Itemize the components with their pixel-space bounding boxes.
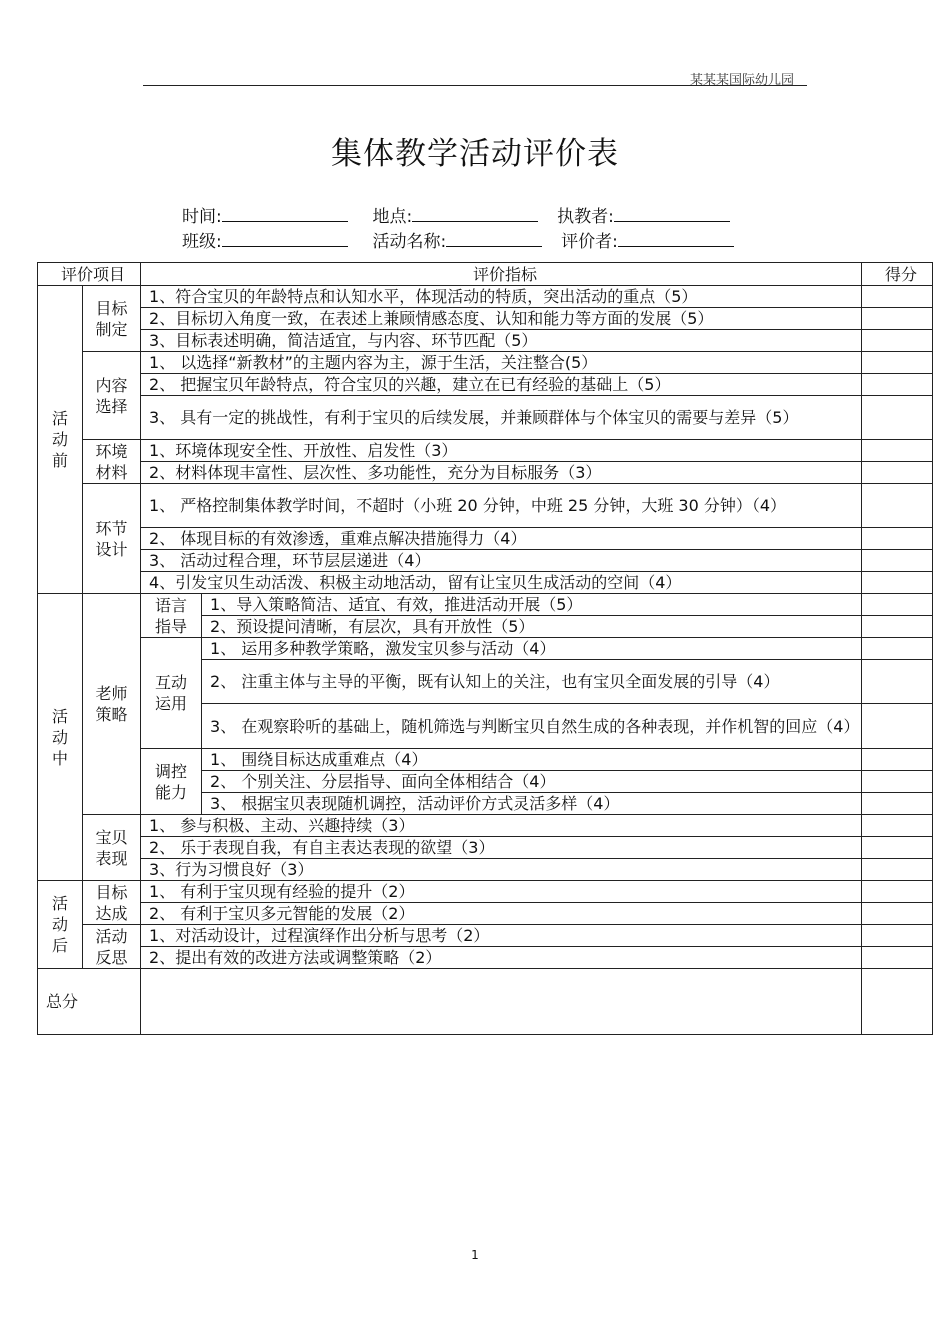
activity-blank[interactable] xyxy=(446,230,542,247)
indicator-cell: 1、 参与积极、主动、兴趣持续（3） xyxy=(141,815,862,837)
info-row-1 xyxy=(182,202,730,226)
header-score: 得分 xyxy=(862,263,933,286)
place-blank[interactable] xyxy=(412,205,538,222)
score-cell[interactable] xyxy=(862,903,933,925)
score-cell[interactable] xyxy=(862,352,933,374)
sub-control: 调控能力 xyxy=(141,749,202,815)
teacher-blank[interactable] xyxy=(614,205,730,222)
score-cell[interactable] xyxy=(862,572,933,594)
sub-interact: 互动运用 xyxy=(141,638,202,749)
table-row xyxy=(38,638,933,660)
score-cell[interactable] xyxy=(862,374,933,396)
time-blank[interactable] xyxy=(222,205,348,222)
score-cell[interactable] xyxy=(862,594,933,616)
page-number: 1 xyxy=(471,1248,479,1262)
evaluator-field[interactable] xyxy=(561,227,734,252)
indicator-cell: 2、 个别关注、分层指导、面向全体相结合（4） xyxy=(202,771,862,793)
score-cell[interactable] xyxy=(862,859,933,881)
place-label: 地点: xyxy=(372,207,413,227)
category-during: 活动中 xyxy=(38,594,83,881)
score-cell[interactable] xyxy=(862,616,933,638)
class-field[interactable] xyxy=(182,227,348,252)
table-row xyxy=(38,440,933,462)
header-item: 评价项目 xyxy=(38,263,141,286)
indicator-cell: 2、 体现目标的有效渗透，重难点解决措施得力（4） xyxy=(141,528,862,550)
table-row xyxy=(38,903,933,925)
score-cell[interactable] xyxy=(862,704,933,749)
score-cell[interactable] xyxy=(862,771,933,793)
total-row xyxy=(38,969,933,1035)
score-cell[interactable] xyxy=(862,925,933,947)
indicator-cell: 3、 在观察聆听的基础上，随机筛选与判断宝贝自然生成的各种表现，并作机智的回应（4） xyxy=(202,704,862,749)
time-field[interactable] xyxy=(182,202,348,227)
evaluation-table xyxy=(37,262,933,1035)
info-row-2 xyxy=(182,227,734,251)
header-org-name: 某某某国际幼儿园 xyxy=(690,73,795,88)
score-cell[interactable] xyxy=(862,749,933,771)
activity-label: 活动名称: xyxy=(372,232,447,252)
indicator-cell: 2、材料体现丰富性、层次性、多功能性，充分为目标服务（3） xyxy=(141,462,862,484)
sub-achieve: 目标达成 xyxy=(83,881,141,925)
indicator-cell: 1、 严格控制集体教学时间，不超时（小班 20 分钟，中班 25 分钟，大班 30 分钟）（4） xyxy=(141,484,862,528)
indicator-cell: 3、 根据宝贝表现随机调控，活动评价方式灵活多样（4） xyxy=(202,793,862,815)
category-after: 活动后 xyxy=(38,881,83,969)
total-content-cell[interactable] xyxy=(141,969,862,1035)
score-cell[interactable] xyxy=(862,462,933,484)
score-cell[interactable] xyxy=(862,550,933,572)
sub-reflect: 活动反思 xyxy=(83,925,141,969)
sub-goal: 目标制定 xyxy=(83,286,141,352)
indicator-cell: 1、 围绕目标达成重难点（4） xyxy=(202,749,862,771)
time-label: 时间: xyxy=(182,207,222,227)
score-cell[interactable] xyxy=(862,308,933,330)
table-row xyxy=(38,286,933,308)
sub-content: 内容选择 xyxy=(83,352,141,440)
table-row xyxy=(38,572,933,594)
evaluator-blank[interactable] xyxy=(618,230,734,247)
sub-env: 环境材料 xyxy=(83,440,141,484)
table-row xyxy=(38,550,933,572)
indicator-cell: 4、引发宝贝生动活泼、积极主动地活动，留有让宝贝生成活动的空间（4） xyxy=(141,572,862,594)
table-row xyxy=(38,925,933,947)
table-row xyxy=(38,837,933,859)
place-field[interactable] xyxy=(373,202,539,227)
table-row xyxy=(38,352,933,374)
sub-link: 环节设计 xyxy=(83,484,141,594)
score-cell[interactable] xyxy=(862,947,933,969)
score-cell[interactable] xyxy=(862,660,933,704)
indicator-cell: 3、 具有一定的挑战性，有利于宝贝的后续发展，并兼顾群体与个体宝贝的需要与差异（5） xyxy=(141,396,862,440)
indicator-cell: 3、 活动过程合理，环节层层递进（4） xyxy=(141,550,862,572)
sub-teacher: 老师策略 xyxy=(83,594,141,815)
score-cell[interactable] xyxy=(862,484,933,528)
indicator-cell: 1、符合宝贝的年龄特点和认知水平，体现活动的特质，突出活动的重点（5） xyxy=(141,286,862,308)
teacher-field[interactable] xyxy=(557,202,730,227)
table-row xyxy=(38,594,933,616)
class-label: 班级: xyxy=(182,232,222,252)
score-cell[interactable] xyxy=(862,330,933,352)
indicator-cell: 2、 把握宝贝年龄特点，符合宝贝的兴趣，建立在已有经验的基础上（5） xyxy=(141,374,862,396)
score-cell[interactable] xyxy=(862,286,933,308)
indicator-cell: 1、环境体现安全性、开放性、启发性（3） xyxy=(141,440,862,462)
sub-lang: 语言指导 xyxy=(141,594,202,638)
score-cell[interactable] xyxy=(862,638,933,660)
table-row xyxy=(38,308,933,330)
indicator-cell: 1、 以选择“新教材”的主题内容为主，源于生活，关注整合(5） xyxy=(141,352,862,374)
indicator-cell: 2、 有利于宝贝多元智能的发展（2） xyxy=(141,903,862,925)
table-row xyxy=(38,859,933,881)
indicator-cell: 2、预设提问清晰，有层次，具有开放性（5） xyxy=(202,616,862,638)
activity-field[interactable] xyxy=(373,227,543,252)
indicator-cell: 3、行为习惯良好（3） xyxy=(141,859,862,881)
header-rule xyxy=(143,85,807,86)
table-row xyxy=(38,396,933,440)
score-cell[interactable] xyxy=(862,837,933,859)
indicator-cell: 2、目标切入角度一致，在表述上兼顾情感态度、认知和能力等方面的发展（5） xyxy=(141,308,862,330)
score-cell[interactable] xyxy=(862,881,933,903)
indicator-cell: 1、 运用多种教学策略，激发宝贝参与活动（4） xyxy=(202,638,862,660)
indicator-cell: 1、 有利于宝贝现有经验的提升（2） xyxy=(141,881,862,903)
table-row xyxy=(38,815,933,837)
score-cell[interactable] xyxy=(862,793,933,815)
table-row xyxy=(38,881,933,903)
table-row xyxy=(38,330,933,352)
table-row xyxy=(38,749,933,771)
indicator-cell: 2、提出有效的改进方法或调整策略（2） xyxy=(141,947,862,969)
sub-baby: 宝贝表现 xyxy=(83,815,141,881)
score-cell[interactable] xyxy=(862,440,933,462)
teacher-label: 执教者: xyxy=(557,207,614,227)
table-row xyxy=(38,528,933,550)
table-row xyxy=(38,462,933,484)
indicator-cell: 1、导入策略简洁、适宜、有效，推进活动开展（5） xyxy=(202,594,862,616)
evaluator-label: 评价者: xyxy=(561,232,618,252)
table-header-row xyxy=(38,263,933,286)
header-indicator: 评价指标 xyxy=(141,263,862,286)
indicator-cell: 2、 乐于表现自我，有自主表达表现的欲望（3） xyxy=(141,837,862,859)
table-row xyxy=(38,947,933,969)
indicator-cell: 1、对活动设计，过程演绎作出分析与思考（2） xyxy=(141,925,862,947)
total-label: 总分 xyxy=(38,969,141,1035)
indicator-cell: 3、目标表述明确，简洁适宜，与内容、环节匹配（5） xyxy=(141,330,862,352)
indicator-cell: 2、 注重主体与主导的平衡，既有认知上的关注，也有宝贝全面发展的引导（4） xyxy=(202,660,862,704)
document-title: 集体教学活动评价表 xyxy=(331,136,619,172)
score-cell[interactable] xyxy=(862,396,933,440)
score-cell[interactable] xyxy=(862,528,933,550)
table-row xyxy=(38,374,933,396)
table-row xyxy=(38,484,933,528)
category-before: 活动前 xyxy=(38,286,83,594)
total-score-cell[interactable] xyxy=(862,969,933,1035)
score-cell[interactable] xyxy=(862,815,933,837)
class-blank[interactable] xyxy=(222,230,348,247)
